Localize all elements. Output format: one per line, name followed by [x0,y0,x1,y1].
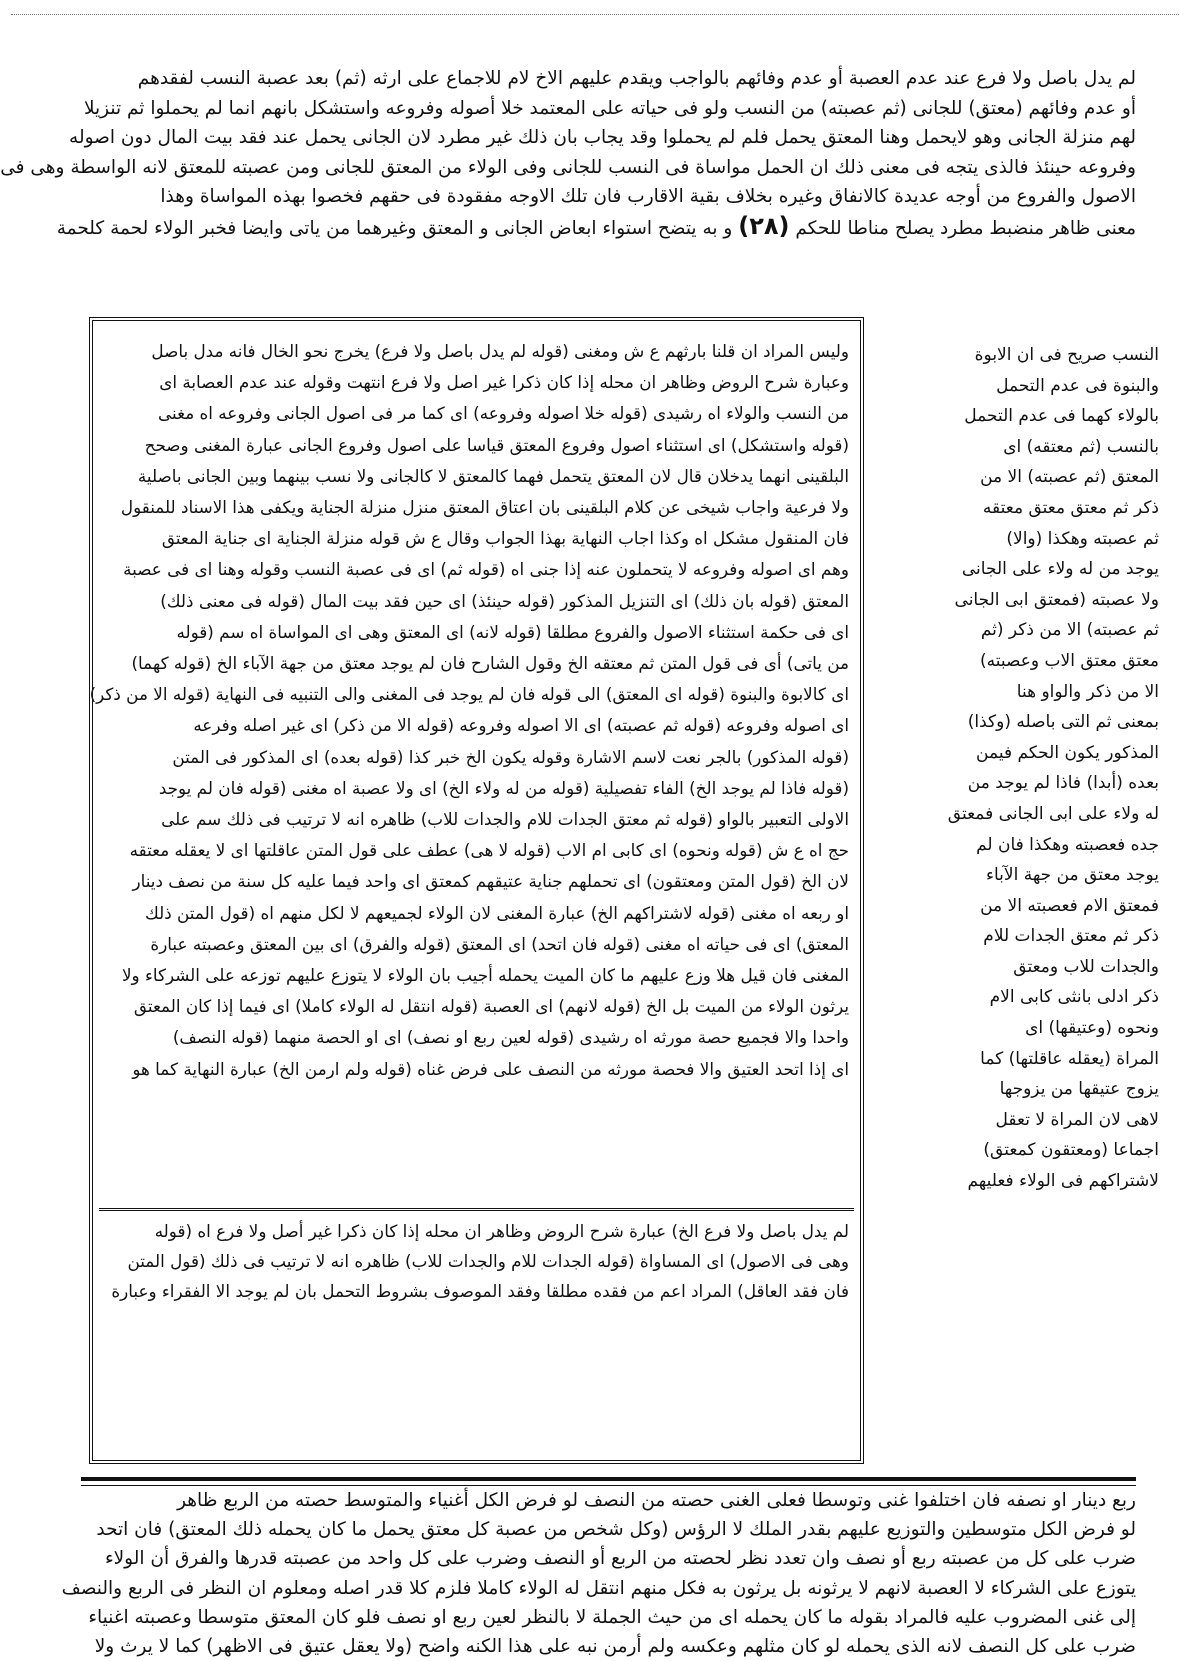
commentary-text [89,336,849,1085]
commentary-line: فان المنقول مشكل اه وكذا اجاب النهاية بهذا الجواب وقال ع ش قوله منزلة الجناية اى جناية المعتق [161,528,849,549]
main-line: وفروعه حينئذ فالذى يتجه فى معنى ذلك ان الحمل مواساة فى النسب للجانى وفى الولاء من المعتق للجانى ومن عصبته للمعتق لانه الواسطة وهى فى [0,156,1136,178]
footnote-line: لم يدل باصل ولا فرع الخ) عبارة شرح الروض وظاهر ان محله إذا كان ذكرا غير أصل ولا فرع اه (قوله [154,1221,849,1241]
side-line: والجدات للاب ومعتق [1013,956,1159,977]
side-line: يوجد معتق من جهة الآباء [985,865,1159,886]
footnote-line: وهى فى الاصول) اى المساواة (قوله الجدات للام والجدات للاب) ظاهره انه لا ترتيب فى ذلك (قول المتن [127,1251,849,1271]
side-line: المراة (يعقله عاقلتها) كما [980,1048,1159,1069]
commentary-line: من ياتى) أى فى قول المتن ثم معتقه الخ وقول الشارح فان لم يوجد معتق من جهة الآباء الخ (قوله كهما) [131,653,849,674]
side-line: والبنوة فى عدم التحمل [996,375,1159,396]
commentary-line: من النسب والولاء اه رشيدى (قوله خلا اصوله وفروعه) اى كما مر فى اصول الجانى وفروعه اه مغنى [158,403,849,424]
side-line: بمعنى ثم التى باصله (وكذا) [967,712,1159,733]
commentary-line: الاولى التعبير بالواو (قوله ثم معتق الجدات للام والجدات للاب) ظاهره انه لا ترتيب فى ذلك سم على [161,809,849,830]
side-line: جده فعصبته وهكذا فان لم [976,834,1159,855]
main-line-part: معنى ظاهر منضبط مطرد يصلح مناطا للحكم [795,217,1136,239]
footnote-line: فان فقد العاقل) المراد اعم من فقده مطلقا وفقد الموصوف بشروط التحمل بان لم يوجد الا الفقراء وعبارة [111,1281,849,1301]
side-line: له ولاء على ابى الجانى فمعتق [947,803,1159,824]
main-line: أو عدم وفائهم (معتق) للجانى (ثم عصبته) من النسب ولو فى حياته على المعتمد خلا أصوله وفروعه واستشكل بانهم انما لم يحملوا ثم تنزيلا [83,97,1136,119]
side-line: المعتق (ثم عصبته) الا من [980,467,1159,488]
side-line: يوجد من له ولاء على الجانى [961,559,1159,580]
scan-edge [11,14,1179,15]
commentary-line: وعبارة شرح الروض وظاهر ان محله إذا كان ذكرا غير اصل ولا فرع انتهت وقوله عند عدم العصابة اى [159,372,849,393]
side-line: بالنسب (ثم معتقه) اى [1003,436,1159,457]
main-line: الاصول والفروع من أوجه عديدة كالانفاق وغيره بخلاف بقية الاقارب فان تلك الاوجه مفقودة فى حقهم فخصوا بهذه المواساة وهذا [160,186,1136,208]
commentary-line: (قوله المذكور) بالجر نعت لاسم الاشارة وقوله يكون الخ خبر كذا (قوله بعده) اى المذكور فى المتن [172,746,849,767]
commentary-line: لان الخ (قول المتن ومعتقون) اى تحملهم جناية عتيقهم كمعتق اى واحد فيما عليه كل سنة من نصف دينار [132,871,849,892]
side-line: فمعتق الام فعصبته الا من [980,895,1159,916]
main-line-part: و به يتضح استواء ابعاض الجانى و المعتق وغيرهما من ياتى وايضا فخبر الولاء لحمة كلحمة [56,217,733,239]
side-line: ثم عصبته وهكذا (والا) [1006,528,1159,549]
bottom-line: ربع دينار او نصفه فان اختلفوا غنى وتوسطا فعلى الغنى حصته من النصف لو فرض الكل أغنياء والمتوسط حصته من الربع ظاهر [177,1490,1136,1511]
bottom-line: إلى غنى المضروب عليه فالمراد بقوله ما كان يحمله اى من حيث الجملة لا بالنظر لعين ربع او نصف فلو كان المعتق متوسطا وعصبته اغنياء [88,1606,1136,1628]
bottom-line: ضرب على كل من عصبته ربع أو نصف وان تعدد نظر لحصته من الربع أو النصف وضرب على كل واحد من عصبته قدرها والفرق أن الولاء [104,1548,1136,1570]
commentary-line: اى كالابوة والبنوة (قوله اى المعتق) الى قوله فان لم يوجد فى المغنى والى التنبيه فى النهاية (قوله الا من ذكر) [89,684,849,705]
commentary-line: ولا فرعية واجاب شيخى عن كلام البلقينى بان اعتاق المعتق منزل منزلة الجناية ويكفى هذا الاسناد للمنقول [120,497,849,518]
side-line: بعده (أبدا) فاذا لم يوجد من [967,773,1159,794]
commentary-line: اى اصوله وفروعه (قوله ثم عصبته) اى الا اصوله وفروعه (قوله الا من ذكر) اى غير اصله وفرعه [193,715,849,736]
side-line: ذكر ثم معتق الجدات للام [983,926,1159,947]
side-line: الا من ذكر والواو هنا [1016,681,1159,702]
side-line: ونحوه (وعتيقها) اى [1025,1018,1159,1039]
commentary-line: يرثون الولاء من الميت بل الخ (قوله لانهم) اى العصبة (قوله انتقل له الولاء كاملا) اى فيما إذا كان المعتق [133,996,849,1017]
side-line: النسب صريح فى ان الابوة [974,345,1159,365]
commentary-line: المعتق (قوله بان ذلك) اى التنزيل المذكور (قوله حينئذ) اى حين فقد بيت المال (قوله فى معنى ذلك) [160,590,849,611]
footnote-divider [99,1208,854,1211]
section-divider [81,1477,1136,1481]
side-line: ذكر ادلى بانثى كابى الام [989,987,1159,1008]
side-line: لاشتراكهم فى الولاء فعليهم [967,1171,1159,1192]
side-line: ذكر ثم معتق معتق معتقه [982,497,1159,518]
side-line: ولا عصبته (فمعتق ابى الجانى [954,589,1159,610]
bottom-line: ضرب على كل النصف لانه الذى يحمله لو كان مثلهم وعكسه ولم أرمن نبه على هذا الكنه واضح (ولا يعقل عتيق فى الاظهر) كما لا يرث ولا [94,1636,1136,1658]
commentary-line: البلقينى انهما يدخلان قال لان المعتق يتحمل فهما كالمعتق لا كالجانى ولا نسب بينهما وبين الجانى باصلية [137,465,849,486]
main-line [56,211,1136,244]
side-column-text [947,340,1159,1197]
bottom-line: لو فرض الكل متوسطين والتوزيع عليهم بقدر الملك لا الرؤس (وكل شخص من عصبة كل معتق يحمل ما كان يحمله ذلك المعتق) فان اتحد [96,1519,1136,1541]
commentary-line: المغنى فان قيل هلا وزع عليهم ما كان الميت يحمله أجيب بان الولاء لا يتوزع عليهم توزعه على الشركاء ولا [121,965,849,986]
commentary-line: حج اه ع ش (قوله ونحوه) اى كابى ام الاب (قوله لا هى) عطف على قول المتن عاقلتها اى لا يعقله معتقه [129,840,849,861]
side-line: معتق معتق الاب وعصبته) [980,650,1159,671]
commentary-line: اى فى حكمة استثناء الاصول والفروع مطلقا (قوله لانه) اى المعتق وهى اى المواساة اه سم (قوله [176,621,849,642]
side-line: ثم عصبته) الا من ذكر (ثم [980,620,1159,641]
side-line: يزوج عتيقها من يزوجها [999,1079,1159,1100]
commentary-line: (قوله واستشكل) اى استثناء اصول وفروع المعتق قياسا على اصول وفروع الجانى عبارة المغنى وصحح [144,434,849,455]
side-line: المذكور يكون الحكم فيمن [976,742,1159,763]
main-text-top [0,64,1136,244]
commentary-line: (قوله فاذا لم يوجد الخ) الفاء تفصيلية (قوله من له ولاء الخ) اى ولا عصبة اه مغنى (قوله فان لم يوجد [158,777,849,798]
main-line: لم يدل باصل ولا فرع عند عدم العصبة أو عدم وفائهم بالواجب ويقدم عليهم الاخ لام للاجماع على ارثه (ثم) بعد عصبة النسب لفقدهم [137,68,1136,89]
side-line: بالولاء كهما فى عدم التحمل [964,406,1159,427]
page-number: (٢٨) [738,211,790,240]
side-line: لاهى لان المراة لا تعقل [995,1109,1159,1130]
commentary-line: اى إذا اتحد العتيق والا فحصة مورثه من النصف على فرض غناه (قوله ولم ارمن الخ) عبارة النهاية كما هو [132,1058,849,1079]
bottom-line: يتوزع على الشركاء لا العصبة لانهم لا يرثونه بل يرثون به فكل منهم انتقل له الولاء كاملا فلزم كلا قدر اصله ومعلوم ان النظر فى الربع والنصف [61,1577,1136,1599]
commentary-line: المعتق) اى فى حياته اه مغنى (قوله فان اتحد) اى المعتق (قوله والفرق) اى بين المعتق وعصبته عبارة [150,933,849,954]
main-line: لهم منزلة الجانى وهو لايحمل وهنا المعتق يحمل فلم لم يحملوا وقد يجاب بان ذلك غير مطرد لان الجانى يحمل عند فقد بيت المال دون اصوله [69,127,1136,149]
commentary-line: او ربعه اه مغنى (قوله لاشتراكهم الخ) عبارة المغنى لان الولاء لجميعهم لا لكل منهم اه (قول المتن ذلك [144,902,849,923]
side-line: اجماعا (ومعتقون كمعتق) [983,1140,1159,1161]
footnote-text [107,1216,849,1306]
commentary-line: وليس المراد ان قلنا بارثهم ع ش ومغنى (قوله لم يدل باصل ولا فرع) يخرج نحو الخال فانه مدل باصل [151,341,849,361]
commentary-line: وهم اى اصوله وفروعه لا يتحملون عنه إذا جنى اه (قوله ثم) اى فى عصبة النسب وقوله وهنا اى فى عصبة [123,559,849,580]
commentary-line: واحدا والا فجميع حصة مورثه اه رشيدى (قوله لعين ربع او نصف) اى او الحصة منهما (قوله النصف) [172,1027,849,1048]
main-text-bottom [61,1486,1136,1661]
